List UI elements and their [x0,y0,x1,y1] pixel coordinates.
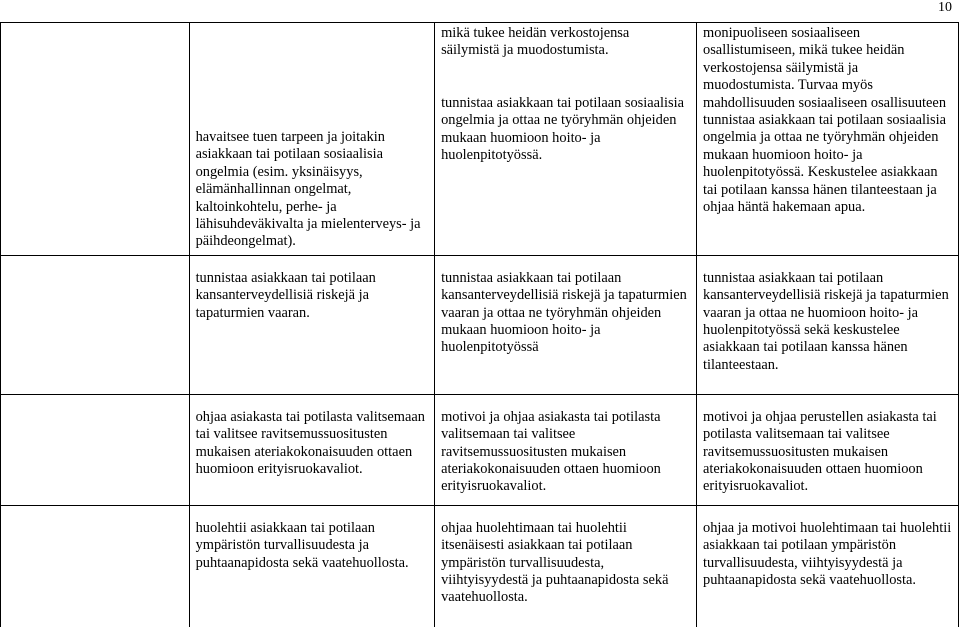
table-cell-empty [1,255,190,394]
page-number: 10 [938,0,952,15]
cell-text: ohjaa asiakasta tai potilasta valitsemaan tai valitsee ravitsemussuositusten mukaisen ateriakokonaisuuden ottaen huomioon erityisruokavaliot. [195,408,425,478]
table-cell [435,394,697,505]
cell-text: motivoi ja ohjaa asiakasta tai potilasta valitsemaan tai valitsee ravitsemussuositusten mukaisen ateriakokonaisuuden ottaen huomioon erityisruokavaliot. [441,408,661,495]
table-cell [189,23,435,256]
cell-text: havaitsee tuen tarpeen ja joitakin asiakkaan tai potilaan sosiaalisia ongelmia (esim. yksinäisyys, elämänhallinnan ongelmat, kaltoinkohtelu, perhe- ja lähisuhdeväkivalta ja mielenterveys- ja päihdeongelmat). [195,129,421,250]
table-cell [697,23,959,256]
table-cell-empty [1,505,190,627]
cell-text: huolehtii asiakkaan tai potilaan ympäristön turvallisuudesta ja puhtaanapidosta sekä vaatehuollosta. [195,519,409,571]
table-row [1,23,959,256]
table-cell [189,255,435,394]
table-cell [697,505,959,627]
cell-text: ohjaa huolehtimaan tai huolehtii itsenäisesti asiakkaan tai potilaan ympäristön turvallisuudesta, viihtyisyydestä ja puhtaanapidosta sekä vaatehuollosta. [441,519,669,606]
cell-text: motivoi ja ohjaa perustellen asiakasta tai potilasta valitsemaan tai valitsee ravitsemussuositusten mukaisen ateriakokonaisuuden ottaen huomioon erityisruokavaliot. [703,408,937,495]
cell-text-continuation: mikä tukee heidän verkostojensa säilymistä ja muodostumista. [441,25,630,59]
table-cell-empty [1,394,190,505]
table-row [1,255,959,394]
table-row [1,505,959,627]
cell-text: ohjaa ja motivoi huolehtimaan tai huolehtii asiakkaan tai potilaan ympäristön turvallisuudesta, viihtyisyydestä ja puhtaanapidosta sekä vaatehuollosta. [703,519,952,589]
criteria-table [0,22,959,627]
cell-text: monipuoliseen sosiaaliseen osallistumiseen, mikä tukee heidän verkostojensa säilymistä ja muodostumista. Turvaa myös mahdollisuuden sosiaaliseen osallisuuteen tunnistaa asiakkaan tai potilaan sosiaalisia ongelmia ja ottaa ne työryhmän ohjeiden mukaan huomioon hoito- ja huolenpitotyössä. Keskustelee asiakkaan tai potilaan kanssa hänen tilanteestaan ja ohjaa häntä hakemaan apua. [703,25,947,216]
table-cell [435,23,697,256]
cell-text: tunnistaa asiakkaan tai potilaan kansanterveydellisiä riskejä ja tapaturmien vaaran ja ottaa ne työryhmän ohjeiden mukaan huomioon hoito- ja huolenpitotyössä [441,269,687,356]
table-cell [435,505,697,627]
table-cell [697,394,959,505]
cell-text: tunnistaa asiakkaan tai potilaan kansanterveydellisiä riskejä ja tapaturmien vaaran. [195,269,376,321]
table-cell-empty [1,23,190,256]
table-row [1,394,959,505]
table-cell [697,255,959,394]
table-cell [189,505,435,627]
cell-text: tunnistaa asiakkaan tai potilaan kansanterveydellisiä riskejä ja tapaturmien vaaran ja ottaa ne huomioon hoito- ja huolenpitotyössä sekä keskustelee asiakkaan tai potilaan kanssa hänen tilanteestaan. [703,269,949,373]
table-cell [189,394,435,505]
cell-text: tunnistaa asiakkaan tai potilaan sosiaalisia ongelmia ja ottaa ne työryhmän ohjeiden mukaan huomioon hoito- ja huolenpitotyössä. [441,94,685,164]
table-cell [435,255,697,394]
